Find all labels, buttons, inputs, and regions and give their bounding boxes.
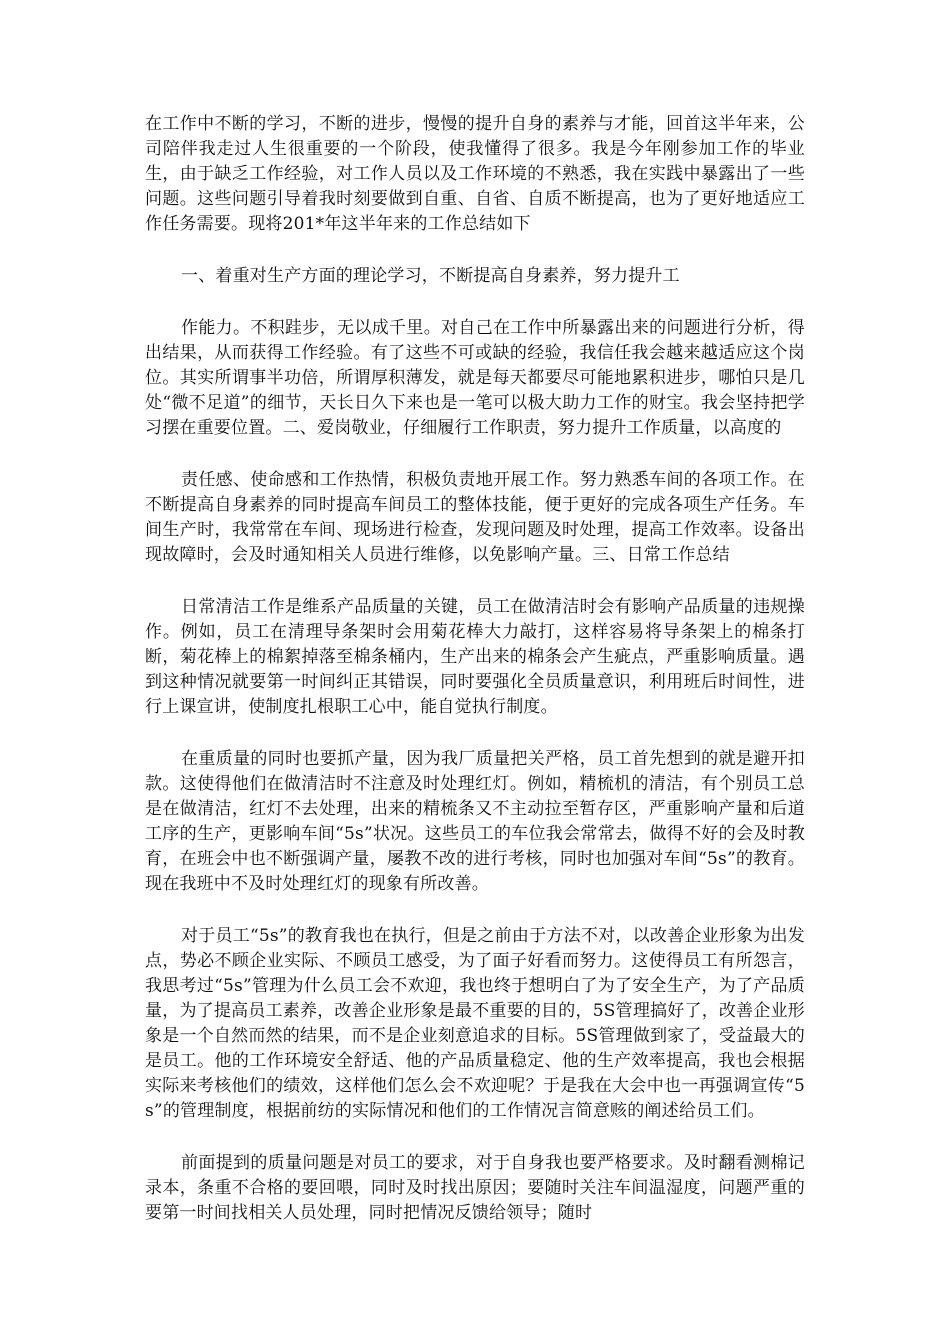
section-one-heading: 一、着重对生产方面的理论学习，不断提高自身素养，努力提升工	[181, 266, 680, 286]
intro-paragraph: 在工作中不断的学习，不断的进步，慢慢的提升自身的素养与才能，回首这半年来，公司陪伴我走过人生很重要的一个阶段，使我懂得了很多。我是今年刚参加工作的毕业生，由于缺乏工作经验，对工作人员以及工作环境的不熟悉，我在实践中暴露出了一些问题。这些问题引导着我时刻要做到自重、自省、自质不断提高，也为了更好地适应工作任务需要。现将201*年这半年来的工作总结如下	[145, 114, 805, 234]
self-requirement-paragraph: 前面提到的质量问题是对员工的要求，对于自身我也要严格要求。及时翻看测棉记录本，条重不合格的要回喂，同时及时找出原因；要随时关注车间温湿度，问题严重的要第一时间找相关人员处理，同时把情况反馈给领导；随时	[145, 1153, 805, 1223]
document-body	[145, 112, 805, 1226]
section-one-paragraph: 作能力。不积跬步，无以成千里。对自己在工作中所暴露出来的问题进行分析，得出结果，从而获得工作经验。有了这些不可或缺的经验，我信任我会越来越适应这个岗位。其实所谓事半功倍，所谓厚积薄发，就是每天都要尽可能地累积进步，哪怕只是几处“微不足道”的细节，天长日久下来也是一笔可以极大助力工作的财宝。我会坚持把学习摆在重要位置。二、爱岗敬业，仔细履行工作职责，努力提升工作质量，以高度的	[145, 318, 805, 438]
output-paragraph: 在重质量的同时也要抓产量，因为我厂质量把关严格，员工首先想到的就是避开扣款。这使得他们在做清洁时不注意及时处理红灯。例如，精梳机的清洁，有个别员工总是在做清洁，红灯不去处理，出来的精梳条又不主动拉至暂存区，严重影响产量和后道工序的生产，更影响车间“5s”状况。这些员工的车位我会常常去，做得不好的会及时教育，在班会中也不断强调产量，屡教不改的进行考核，同时也加强对车间“5s”的教育。现在我班中不及时处理红灯的现象有所改善。	[145, 749, 805, 894]
section-two-paragraph: 责任感、使命感和工作热情，积极负责地开展工作。努力熟悉车间的各项工作。在不断提高自身素养的同时提高车间员工的整体技能，便于更好的完成各项生产任务。车间生产时，我常常在车间、现场进行检查，发现问题及时处理，提高工作效率。设备出现故障时，会及时通知相关人员进行维修，以免影响产量。三、日常工作总结	[145, 470, 805, 565]
5s-education-paragraph: 对于员工“5s”的教育我也在执行，但是之前由于方法不对，以改善企业形象为出发点，势必不顾企业实际、不顾员工感受，为了面子好看而努力。这使得员工有所怨言，我思考过“5s”管理为什么员工会不欢迎，我也终于想明白了为了安全生产，为了产品质量，为了提高员工素养，改善企业形象是最不重要的目的，5S管理搞好了，改善企业形象是一个自然而然的结果，而不是企业刻意追求的目标。5S管理做到家了，受益最大的是员工。他的工作环境安全舒适、他的产品质量稳定、他的生产效率提高，我也会根据实际来考核他们的绩效，这样他们怎么会不欢迎呢？于是我在大会中也一再强调宣传“5s”的管理制度，根据前纺的实际情况和他们的工作情况言简意赅的阐述给员工们。	[145, 926, 805, 1121]
cleaning-paragraph: 日常清洁工作是维系产品质量的关键，员工在做清洁时会有影响产品质量的违规操作。例如，员工在清理导条架时会用菊花棒大力敲打，这样容易将导条架上的棉条打断，菊花棒上的棉絮掉落至棉条桶内，生产出来的棉条会产生疵点，严重影响质量。遇到这种情况就要第一时间纠正其错误，同时要强化全员质量意识，利用班后时间性，进行上课宣讲，使制度扎根职工心中，能自觉执行制度。	[145, 597, 805, 717]
